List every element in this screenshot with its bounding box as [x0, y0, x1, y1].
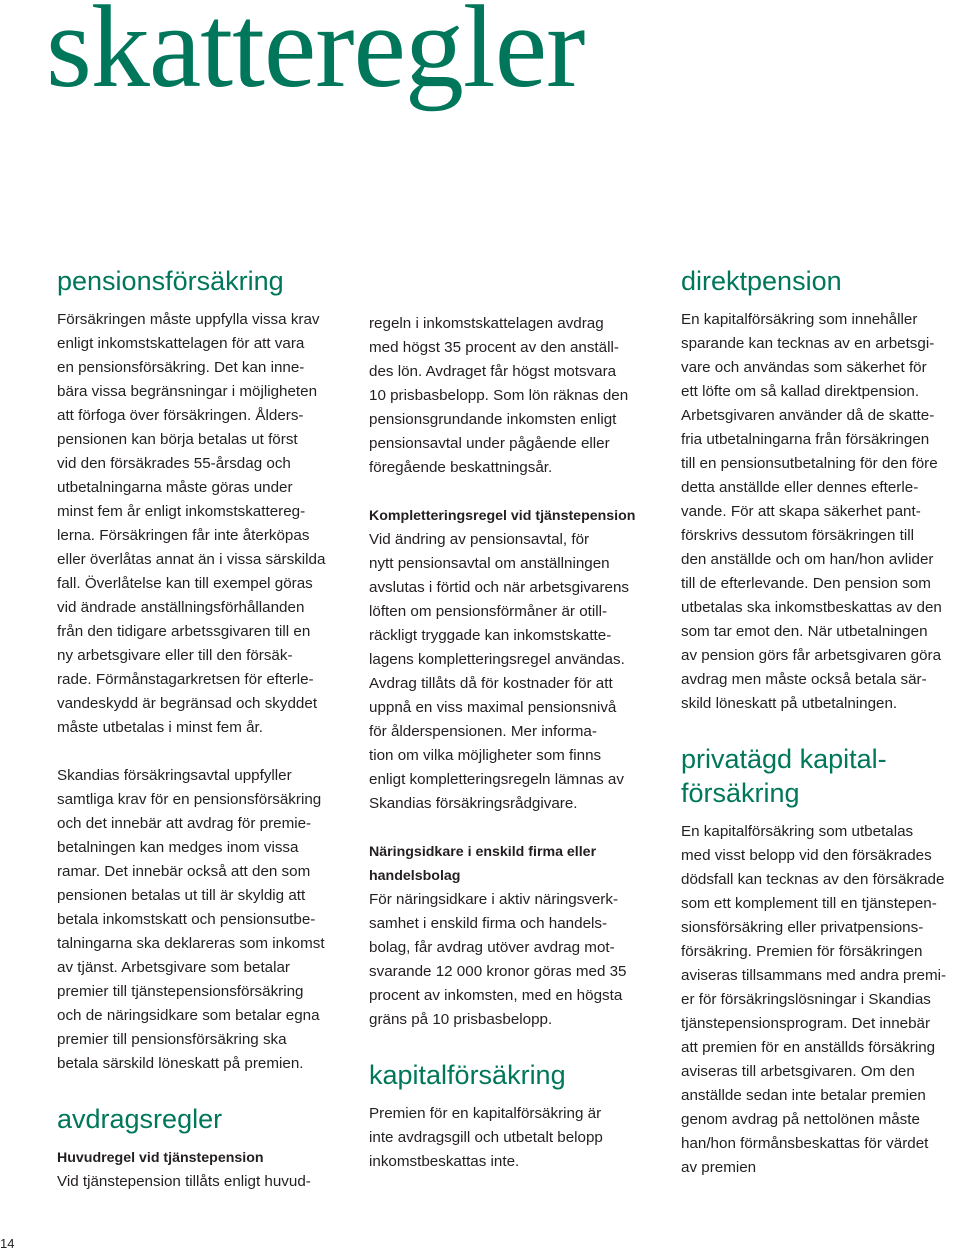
- subheading-kompletteringsregel: Kompletteringsregel vid tjänstepension: [369, 508, 636, 524]
- paragraph-pension-rules: Försäkringen måste uppfylla vissa krav enligt inkomstskattelagen för att vara en pensionsförsäkring. Det kan inne- bära vissa begränsningar i möjligheten att förfoga över försäkringen. Ålders- pensionen kan börja betalas ut först vid den försäkrades 55-årsdag och utbetalningarna måste göras under minst fem år enligt inkomstskattereg- lerna. Försäkringen får inte återköpas eller överlåtas annat än i vissa särskilda fall. Överlåtelse kan till exempel göras vid ändrade anställningsförhållanden från den tidigare arbetssgivaren till en ny arbetsgivare eller till den försäk- rade. Förmånstagarkretsen för efterle- vandeskydd är begränsad och skyddet måste utbetalas i minst fem år.: [57, 311, 326, 736]
- paragraph-skandia-agreement: Skandias försäkringsavtal uppfyller samtliga krav för en pensionsförsäkring och det innebär att avdrag för premie- betalningen kan medges inom vissa ramar. Det innebär också att den som pensionen betalas ut till är skyldig att betala inkomstskatt och pensionsutbe- talningarna ska deklareras som inkomst av tjänst. Arbetsgivare som betalar premier till tjänstepensionsförsäkring och de näringsidkare som betalar egna premier till pensionsförsäkring ska betala särskild löneskatt på premien.: [57, 767, 325, 1072]
- subheading-huvudregel: Huvudregel vid tjänstepension: [57, 1150, 264, 1166]
- heading-direktpension: direktpension: [681, 266, 842, 296]
- column-right: [681, 264, 960, 1180]
- subheading-naringsidkare: Näringsidkare i enskild firma eller handelsbolag: [369, 844, 597, 884]
- heading-kapitalforsakring: kapitalförsäkring: [369, 1060, 566, 1090]
- paragraph-privatagd: En kapitalförsäkring som utbetalas med visst belopp vid den försäkrades dödsfall kan tecknas av den försäkrade som ett komplement till en tjänstepen- sionsförsäkring eller privatpensions- försäkring. Premien för försäkringen aviseras tillsammans med andra premi- er för försäkringslösningar i Skandias tjänstepensionsprogram. Det innebär att premien för en anställds försäkring aviseras till arbetsgivaren. Om den anställde sedan inte betalar premien genom avdrag på nettolönen måste han/hon förmånsbeskattas för värdet av premien: [681, 823, 947, 1176]
- heading-privatagd-kapitalforsakring: privatägd kapital- försäkring: [681, 744, 887, 808]
- paragraph-huvudregel-start: Vid tjänstepension tillåts enligt huvud-: [57, 1173, 311, 1190]
- paragraph-direktpension: En kapitalförsäkring som innehåller sparande kan tecknas av en arbetsgi- vare och användas som säkerhet för ett löfte om så kallad direktpension. Arbetsgivaren använder då de skatte- fria utbetalningarna från försäkringen till en pensionsutbetalning för den före detta anställde eller dennes efterle- vande. För att skapa säkerhet pant- förskrivs dessutom försäkringen till den anställde och om han/hon avlider till de efterlevande. Den pension som utbetalas ska inkomstbeskattas av den som tar emot den. När utbetalningen av pension görs får arbetsgivaren göra avdrag men måste också betala sär- skild löneskatt på utbetalningen.: [681, 311, 942, 712]
- page-title: skatteregler: [46, 0, 585, 112]
- paragraph-kapitalforsakring: Premien för en kapitalförsäkring är inte avdragsgill och utbetalt belopp inkomstbeskattas inte.: [369, 1105, 603, 1170]
- column-left: [57, 264, 342, 1194]
- paragraph-huvudregel-cont: regeln i inkomstskattelagen avdrag med högst 35 procent av den anställ- des lön. Avdraget får högst motsvara 10 prisbasbelopp. Som lön räknas den pensionsgrundande inkomsten enligt pensionsavtal under pågående eller föregående beskattningsår.: [369, 315, 629, 476]
- heading-avdragsregler: avdragsregler: [57, 1104, 223, 1134]
- page-number: 14: [0, 1236, 15, 1251]
- heading-pensionsforsakring: pensionsförsäkring: [57, 266, 284, 296]
- column-middle: [369, 312, 654, 1174]
- paragraph-kompletteringsregel: Vid ändring av pensionsavtal, för nytt pensionsavtal om anställningen avslutas i förtid och när arbetsgivarens löften om pensionsförmåner är otill- räckligt tryggade kan inkomstskatte- lagens kompletteringsregel användas. Avdrag tillåts då för kostnader för att uppnå en viss maximal pensionsnivå för ålderspensionen. Mer informa- tion om vilka möjligheter som finns enligt kompletteringsregeln lämnas av Skandias försäkringsrådgivare.: [369, 531, 630, 812]
- paragraph-naringsidkare: För näringsidkare i aktiv näringsverk- samhet i enskild firma och handels- bolag, får avdrag utöver avdrag mot- svarande 12 000 kronor göras med 35 procent av inkomsten, med en högsta gräns på 10 prisbasbelopp.: [369, 891, 627, 1028]
